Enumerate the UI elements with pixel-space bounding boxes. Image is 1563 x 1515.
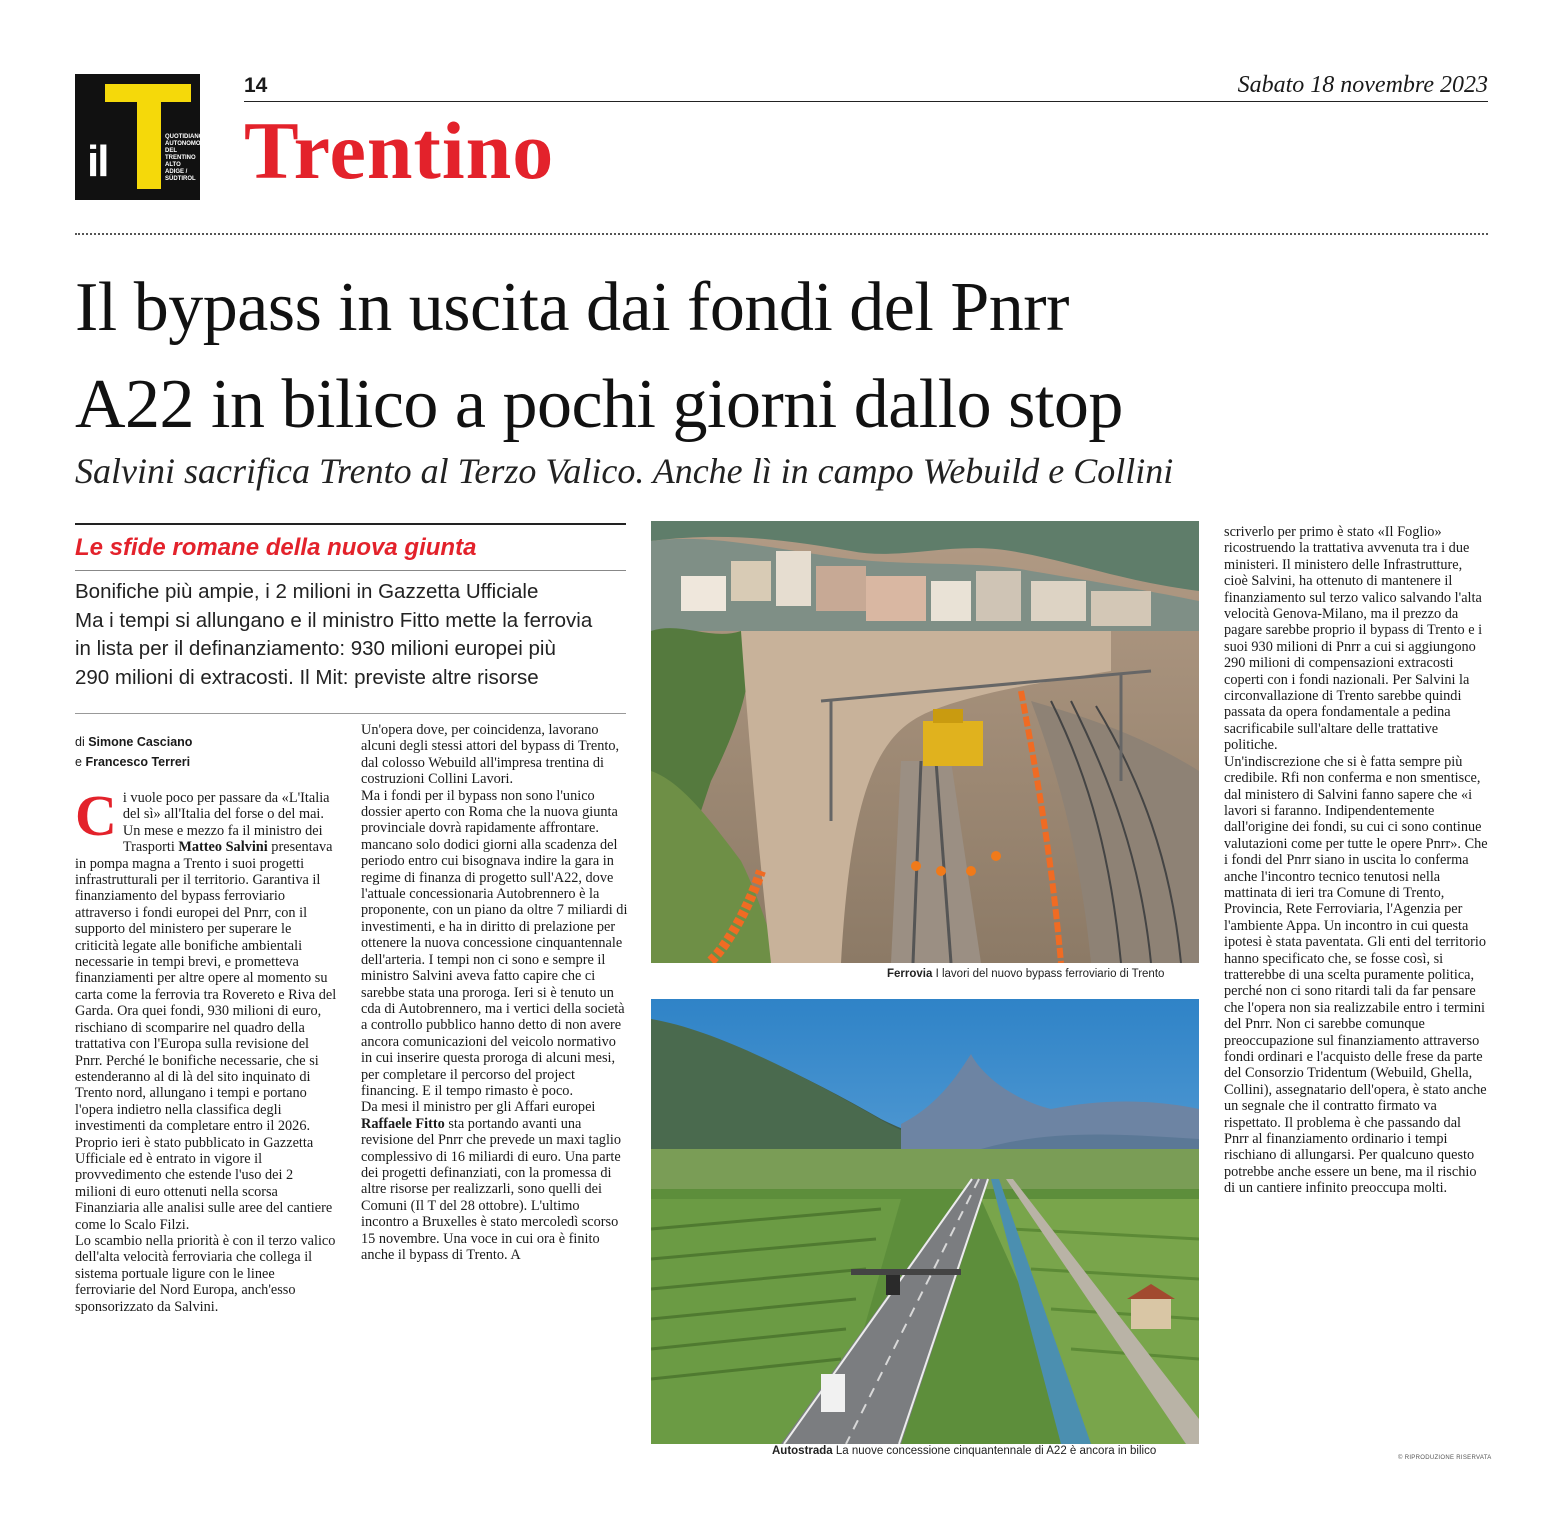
article-paragraph: Un'indiscrezione che si è fatta sempre più credibile. Rfi non conferma e non smentisce, dal ministero di Salvini fanno sapere che «i lavori si faranno. Indipendentemente dall'origine dei fondi, su cui ci sono continue valutazioni come per tutte le opere Pnrr». Che i fondi del Pnrr siano in uscita lo conferma anche l'incontro tecnico tenutosi nella mattinata di ieri tra Comune di Trento, Provincia, Rete Ferroviaria, l'Agenzia per l'ambiente Appa. Un incontro in cui questa ipotesi è stata paventata. Gli enti del territorio hanno specificato che, se fosse così, si tratterebbe di una scelta puramente politica, perché non ci sono ritardi tali da far pensare che l'opera non sia realizzabile entro i termini del Pnrr. Non ci sarebbe comunque preoccupazione sul finanziamento attraverso fondi ordinari e l'acquisto delle frese da parte del Consorzio Tridentum (Webuild, Ghella, Collini), assegnatario dell'opera, è stato anche un segnale che il contratto firmato va rispettato. Il problema è che passando dal Pnrr al finanziamento ordinario i tempi rischiano di allungarsi. Per qualcuno questo potrebbe anche essere un bene, ma il rischio di un cantiere infinito preoccupa molti. [1224,753,1488,1197]
logo-t-stem [137,84,161,189]
summary-top-rule [75,523,626,525]
article-paragraph [361,1099,629,1263]
byline-author-2 [75,755,190,769]
byline-author-1 [75,735,192,749]
article-paragraph: Ma i fondi per il bypass non sono l'unico dossier aperto con Roma che la nuova giunta provinciale dovrà rapidamente affrontare. mancano solo dodici giorni alla scadenza del periodo entro cui bisognava indire la gara in regime di finanza di progetto sull'A22, dove l'attuale concessionaria Autobrennero è la proponente, con un piano da oltre 7 miliardi di investimenti, e ha in diritto di prelazione per ottenere la nuova concessione cinquantennale dell'arteria. I tempi non ci sono e sempre il ministro Salvini aveva fatto capire che ci sarebbe stata una proroga. Ieri si è tenuto un cda di Autobrennero, ma i vertici della società a controllo pubblico hanno detto di non avere ancora comunicazioni del veicolo normativo in cui inserire questa proroga di alcuni mesi, per completare il percorso del project financing. E il tempo rimasto è poco. [361,787,628,1099]
article-paragraph: Un'opera dove, per coincidenza, lavorano alcuni degli stessi attori del bypass di Trento, dal colosso Webuild all'impresa trentina di costruzioni Collini Lavori. [361,722,620,788]
paragraph-text: i vuole poco per passare da «L'Italia del sì» all'Italia del forse o del mai. Un mese e mezzo fa il ministro dei Trasporti [122,790,330,856]
photo-caption-motorway [772,1445,1156,1457]
person-name: Raffaele Fitto [361,1115,445,1132]
railway-works-photo [651,521,1199,963]
author-name: Simone Casciano [88,735,193,749]
article-column-1 [75,783,337,1315]
byline-rule [75,713,626,714]
logo-il-text: il [87,137,108,186]
article-column-2 [361,722,629,1263]
article-paragraph: Lo scambio nella priorità è con il terzo valico dell'alta velocità ferroviaria che collega il sistema portuale ligure con le linee ferroviarie del Nord Europa, anch'esso sponsorizzato da Salvini. [75,1232,336,1315]
paragraph-text: Da mesi il ministro per gli Affari europei [361,1099,596,1116]
article-paragraph [75,783,337,1233]
motorway-valley-photo [651,999,1199,1444]
subheadline: Salvini sacrifica Trento al Terzo Valico. Anche lì in campo Webuild e Collini [75,451,1174,491]
summary [75,578,635,693]
logo-tagline: QUOTIDIANO AUTONOMO DEL TRENTINO ALTO ADIGE / SÜDTIROL [165,134,204,182]
kicker-rule [75,570,626,571]
summary-line: Ma i tempi si allungano e il ministro Fitto mette la ferrovia [75,608,593,632]
section-title: Trentino [244,105,555,196]
caption-label: Ferrovia [887,968,933,980]
person-name: Matteo Salvini [178,839,268,856]
article-column-3 [1224,524,1489,1197]
summary-line: Bonifiche più ampie, i 2 milioni in Gazzetta Ufficiale [75,580,539,603]
article-paragraph: scriverlo per primo è stato «Il Foglio» ricostruendo la trattativa avvenuta tra i due ministeri. Il ministero delle Infrastrutture, cioè Salvini, ha ottenuto di mantenere il finanziamento sul terzo valico salvando l'alta velocità Genova-Milano, ma il prezzo da pagare sarebbe proprio il bypass di Trento e i suoi 930 milioni di Pnrr a cui si aggiungono 290 milioni di compensazioni extracosti coperti con i fondi nazionali. Per Salvini la circonvallazione di Trento sarebbe quindi passata da opera fondamentale a pedina sacrificabile sull'altare delle trattative politiche. [1224,524,1483,754]
photo-caption-railway [887,968,1164,980]
newspaper-logo [75,74,204,200]
caption-label: Autostrada [772,1445,833,1457]
byline-prefix: e [75,755,82,769]
caption-text: La nuove concessione cinquantennale di A22 è ancora in bilico [832,1445,1157,1457]
page-number: 14 [244,74,268,97]
headline-line-2: A22 in bilico a pochi giorni dallo stop [75,366,1123,443]
header-dotted-divider [75,233,1488,235]
kicker: Le sfide romane della nuova giunta [75,534,477,561]
paragraph-text: sta portando avanti una revisione del Pnrr che prevede un maxi taglio complessivo di 16 miliardi di euro. Una parte dei progetti definanziati, con la promessa di altre risorse per realizzarli, sono quelli dei Comuni (Il T del 28 ottobre). L'ultimo incontro a Bruxelles è stato mercoledì scorso 15 novembre. Una voce in cui ora è finito anche il bypass di Trento. A [361,1115,622,1263]
copyright-notice: © RIPRODUZIONE RISERVATA [1398,1455,1492,1461]
issue-date: Sabato 18 novembre 2023 [1237,72,1488,98]
summary-line: in lista per il definanziamento: 930 milioni europei più [75,637,556,661]
header-rule [244,101,1488,102]
summary-line: 290 milioni di extracosti. Il Mit: previste altre risorse [75,666,539,690]
headline-line-1: Il bypass in uscita dai fondi del Pnrr [75,269,1069,346]
caption-text: I lavori del nuovo bypass ferroviario di Trento [932,968,1165,980]
author-name: Francesco Terreri [85,755,191,769]
paragraph-text: presentava in pompa magna a Trento i suoi progetti infrastrutturali per il territorio. Garantiva il finanziamento del bypass ferroviario attraverso i fondi europei del Pnrr, con il supporto del ministero per superare le criticità legate alle bonifiche ambientali necessarie in tempi brevi, e prometteva finanziamenti per altre opere al momento su carta come la ferrovia tra Rovereto e Riva del Garda. Ora quei fondi, 930 milioni di euro, rischiano di scomparire nel quadro della trattativa con l'Europa sulla revisione del Pnrr. Perché le bonifiche necessarie, che si estenderanno al di là del sito inquinato di Trento nord, allungano i tempi e portano l'opera indietro nella classifica degli investimenti da completare entro il 2026. Proprio ieri è stato pubblicato in Gazzetta Ufficiale ed è entrato in vigore il provvedimento che estende l'uso dei 2 milioni di euro ottenuti nella scorsa Finanziaria alle analisi sulle aree del cantiere come lo Scalo Filzi. [75,839,337,1233]
byline-prefix: di [75,735,85,749]
drop-cap: C [75,783,117,848]
